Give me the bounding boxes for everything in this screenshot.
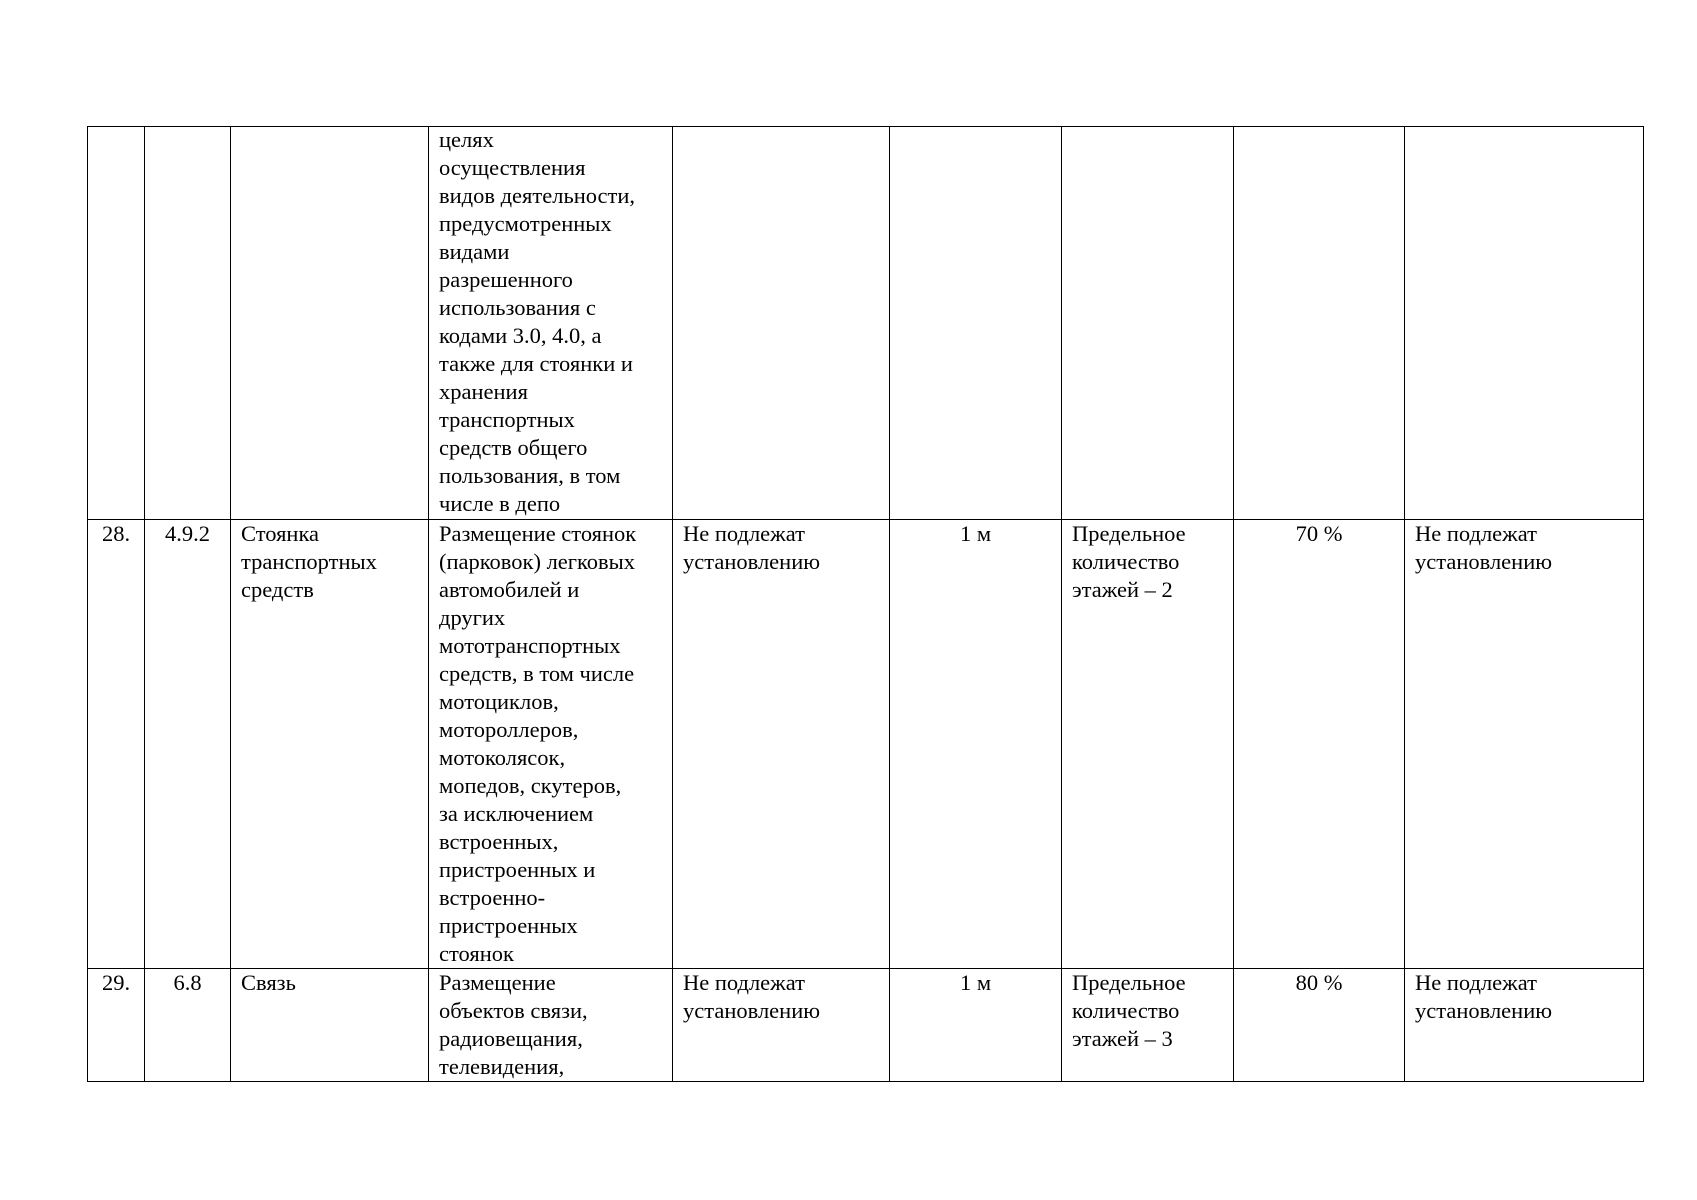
cell-name: Связь: [231, 969, 429, 1082]
cell-col8: 80 %: [1234, 969, 1405, 1082]
cell-col9: Не подлежат установлению: [1405, 969, 1644, 1082]
cell-col5: [673, 127, 890, 520]
land-use-table: [87, 126, 1644, 1082]
cell-col6: [890, 127, 1062, 520]
cell-col7: Предельное количество этажей – 3: [1062, 969, 1234, 1082]
cell-col5: Не подлежат установлению: [673, 969, 890, 1082]
cell-col9: [1405, 127, 1644, 520]
cell-col9: Не подлежат установлению: [1405, 520, 1644, 969]
cell-code: [145, 127, 231, 520]
table-row: [88, 969, 1644, 1082]
table-row: [88, 520, 1644, 969]
cell-col7: Предельное количество этажей – 2: [1062, 520, 1234, 969]
cell-name: [231, 127, 429, 520]
cell-col7: [1062, 127, 1234, 520]
cell-col6: 1 м: [890, 969, 1062, 1082]
cell-number: 29.: [88, 969, 145, 1082]
cell-description: Размещение объектов связи, радиовещания, телевидения,: [429, 969, 673, 1082]
cell-name: Стоянка транспортных средств: [231, 520, 429, 969]
cell-description: Размещение стоянок (парковок) легковых автомобилей и других мототранспортных средств, в том числе мотоциклов, мотороллеров, мотоколясок, мопедов, скутеров, за исключением встроенных, пристроенных и встроенно- пристроенных стоянок: [429, 520, 673, 969]
cell-number: [88, 127, 145, 520]
table-row-continuation: [88, 127, 1644, 520]
cell-col8: [1234, 127, 1405, 520]
cell-description: целях осуществления видов деятельности, предусмотренных видами разрешенного использования с кодами 3.0, 4.0, а также для стоянки и хранения транспортных средств общего пользования, в том числе в депо: [429, 127, 673, 520]
cell-col8: 70 %: [1234, 520, 1405, 969]
cell-code: 6.8: [145, 969, 231, 1082]
cell-col6: 1 м: [890, 520, 1062, 969]
cell-col5: Не подлежат установлению: [673, 520, 890, 969]
cell-code: 4.9.2: [145, 520, 231, 969]
cell-number: 28.: [88, 520, 145, 969]
